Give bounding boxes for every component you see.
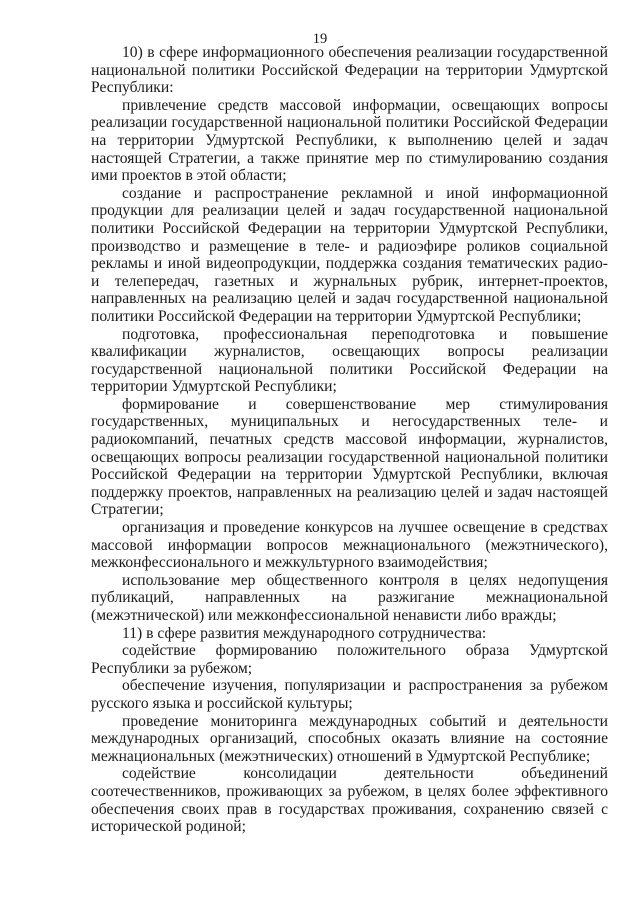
paragraph-positive-image: содействие формированию положительного образа Удмуртской Республики за рубежом; xyxy=(91,642,608,677)
paragraph-russian-language: обеспечение изучения, популяризации и распространения за рубежом русского языка и российской культуры; xyxy=(91,677,608,712)
document-body xyxy=(91,44,608,836)
paragraph-item-11-heading: 11) в сфере развития международного сотрудничества: xyxy=(122,624,487,642)
paragraph-media-contests: организация и проведение конкурсов на лучшее освещение в средствах массовой информации вопросов межнационального (межэтнического), межконфессионального и межкультурного взаимодействия; xyxy=(91,519,608,572)
paragraph-advertising-production: создание и распространение рекламной и иной информационной продукции для реализации целей и задач государственной национальной политики Российской Федерации на территории Удмуртской Республики, производство и размещение в теле- и радиоэфире роликов социальной рекламы и иной видеопродукции, поддержка создания тематических радио- и телепередач, газетных и журнальных рубрик, интернет-проектов, направленных на реализацию целей и задач государственной национальной политики Российской Федерации на территории Удмуртской Республики; xyxy=(91,184,608,325)
paragraph-item-10-heading: 10) в сфере информационного обеспечения реализации государственной национальной политики Российской Федерации на территории Удмуртской Республики: xyxy=(91,44,608,97)
paragraph-compatriots: содействие консолидации деятельности объединений соотечественников, проживающих за рубежом, в целях более эффективного обеспечения своих прав в государствах проживания, сохранению связей с исторической родиной; xyxy=(91,765,608,836)
page-number: 19 xyxy=(312,31,328,47)
paragraph-international-monitoring: проведение мониторинга международных событий и деятельности международных организаций, способных оказать влияние на состояние межнациональных (межэтнических) отношений в Удмуртской Республике; xyxy=(91,712,608,765)
paragraph-journalist-training: подготовка, профессиональная переподготовка и повышение квалификации журналистов, освещающих вопросы реализации государственной национальной политики Российской Федерации на территории Удмуртской Республики; xyxy=(91,325,608,396)
paragraph-public-control: использование мер общественного контроля в целях недопущения публикаций, направленных на разжигание межнациональной (межэтнической) или межконфессиональной ненависти либо вражды; xyxy=(91,571,608,624)
paragraph-media-involvement: привлечение средств массовой информации, освещающих вопросы реализации государственной национальной политики Российской Федерации на территории Удмуртской Республики, к выполнению целей и задач настоящей Стратегии, а также принятие мер по стимулированию создания ими проектов в этой области; xyxy=(91,96,608,185)
paragraph-media-incentives: формирование и совершенствование мер стимулирования государственных, муниципальных и негосударственных теле- и радиокомпаний, печатных средств массовой информации, журналистов, освещающих вопросы реализации государственной национальной политики Российской Федерации на территории Удмуртской Республики, включая поддержку проектов, направленных на реализацию целей и задач настоящей Стратегии; xyxy=(91,395,608,519)
